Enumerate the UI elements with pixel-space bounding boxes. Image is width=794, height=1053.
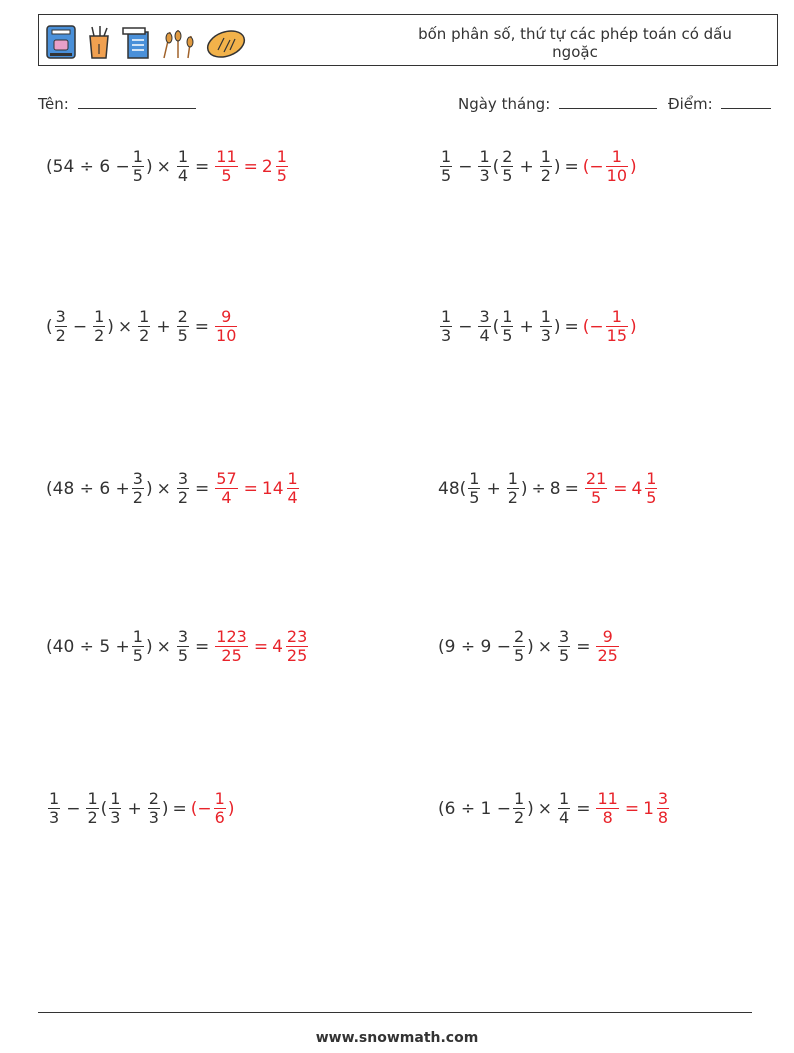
bread-bag-icon — [84, 24, 114, 60]
problem-10: (6 ÷ 1 − $\frac{1}{2}$ ) × $\frac{1}{4}$ = $\frac{11}{8}$ = 1 $\frac{3}{8}$ — [438, 790, 671, 827]
date-label: Ngày tháng: — [458, 95, 551, 113]
problem-6-answer: $\frac{21}{5}$ = 4 $\frac{1}{5}$ — [585, 469, 657, 507]
date-blank[interactable] — [559, 94, 657, 109]
problem-9: $\frac{1}{3}$ − $\frac{1}{2}$ ( $\frac{1}{3}$ + $\frac{2}{3}$ ) = (− $\frac{1}{6}$ ) — [49, 789, 235, 827]
problem-1: (54 ÷ 6 − $\frac{1}{5}$ ) × $\frac{1}{4}$ = $\frac{11}{5}$ = 2 $\frac{1}{5}$ — [46, 148, 290, 185]
recipe-card-icon — [120, 24, 152, 60]
wheat-icon — [158, 24, 198, 60]
problem-7: (40 ÷ 5 + $\frac{1}{5}$ ) × $\frac{3}{5}$ = $\frac{123}{25}$ = 4 $\frac{23}{25}$ — [46, 628, 310, 665]
bread-loaf-icon — [204, 24, 248, 60]
footer-divider — [38, 1012, 752, 1013]
problem-10-answer: $\frac{11}{8}$ = 1 $\frac{3}{8}$ — [597, 789, 669, 827]
score-field — [668, 94, 771, 113]
date-field — [458, 94, 657, 113]
worksheet-header — [38, 14, 778, 66]
problem-2: $\frac{1}{5}$ − $\frac{1}{3}$ ( $\frac{2}{5}$ + $\frac{1}{2}$ ) = (− $\frac{1}{10}$ ) — [441, 147, 637, 185]
problem-9-answer: (− $\frac{1}{6}$ ) — [190, 789, 235, 827]
coffee-machine-icon — [44, 24, 78, 60]
worksheet-title: bốn phân số, thứ tự các phép toán có dấu ngoặc — [418, 25, 732, 61]
problem-3-answer: $\frac{9}{10}$ — [216, 307, 237, 345]
score-blank[interactable] — [721, 94, 771, 109]
problem-2-answer: (− $\frac{1}{10}$ ) — [582, 147, 637, 185]
problem-1-answer: $\frac{11}{5}$ = 2 $\frac{1}{5}$ — [216, 147, 287, 185]
problem-4-answer: (− $\frac{1}{15}$ ) — [582, 307, 637, 345]
problem-5: (48 ÷ 6 + $\frac{3}{2}$ ) × $\frac{3}{2}$ = $\frac{57}{4}$ = 14 $\frac{1}{4}$ — [46, 470, 301, 507]
name-blank[interactable] — [78, 94, 196, 109]
problem-5-answer: $\frac{57}{4}$ = 14 $\frac{1}{4}$ — [216, 469, 298, 507]
problem-7-answer: $\frac{123}{25}$ = 4 $\frac{23}{25}$ — [216, 627, 308, 665]
header-icons — [44, 23, 248, 61]
problem-8: (9 ÷ 9 − $\frac{2}{5}$ ) × $\frac{3}{5}$ = $\frac{9}{25}$ — [438, 628, 621, 665]
problem-6: 48( $\frac{1}{5}$ + $\frac{1}{2}$ ) ÷ 8 = $\frac{21}{5}$ = 4 $\frac{1}{5}$ — [438, 470, 659, 507]
footer-url[interactable]: www.snowmath.com — [315, 1030, 479, 1046]
problem-4: $\frac{1}{3}$ − $\frac{3}{4}$ ( $\frac{1}{5}$ + $\frac{1}{3}$ ) = (− $\frac{1}{15}$ ) — [441, 307, 637, 345]
score-label: Điểm: — [668, 95, 713, 113]
name-field — [38, 94, 196, 113]
problem-3: ( $\frac{3}{2}$ − $\frac{1}{2}$ ) × $\frac{1}{2}$ + $\frac{2}{5}$ = $\frac{9}{10}$ — [46, 308, 239, 345]
problem-1-text: (54 ÷ 6 − — [46, 156, 130, 177]
name-label: Tên: — [38, 95, 69, 113]
problem-8-answer: $\frac{9}{25}$ — [597, 627, 618, 665]
